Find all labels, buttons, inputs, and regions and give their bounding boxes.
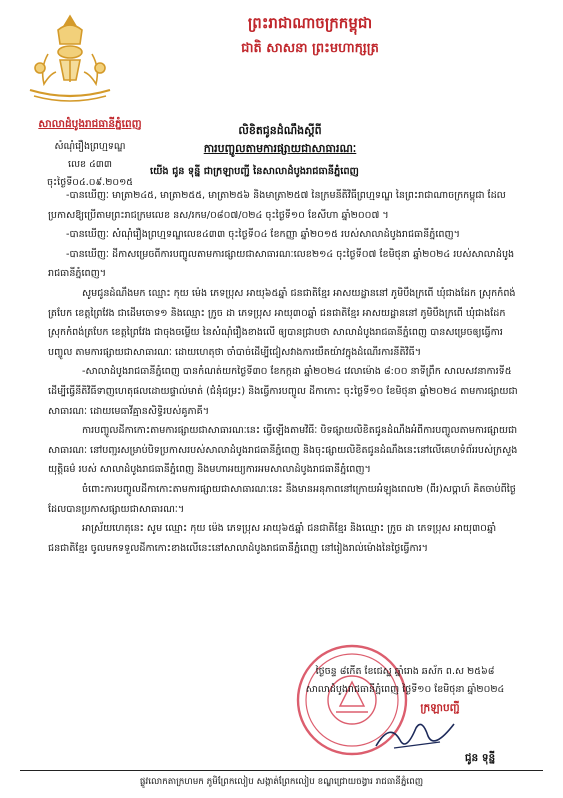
solar-date: សាលាដំបូងរាជធានីភ្នំពេញ ថ្ងៃទី១០ ខែមិថុនា ឆ្នាំ២០២៤ bbox=[305, 684, 505, 695]
hearing-paragraph: -សាលាដំបូងរាជធានីភ្នំពេញ បានកំណត់យកថ្ងៃទី៣០ ខែកក្កដា ឆ្នាំ២០២៤ វេលាម៉ោង ៨:០០ នាទីព្រឹក សាលសវនាការទី៥ ដើម្បីធ្វើនីតិវិធីទាញហេតុផលដោយផ្ទាល់មាត់ (ជំនុំជម្រះ) និងធ្វើការបញ្ចូល ដីកាកោះ ចុះថ្ងៃទី១០ ខែមិថុនា ឆ្នាំ២០២៤ តាមការផ្សាយជាសាធារណៈ ដោយមេធាវីគ្មានសិទ្ធិរបស់គូភាគី។ bbox=[48, 366, 518, 417]
case-date: ចុះថ្ងៃទី០៤.០៩.២០១៥ bbox=[46, 177, 134, 188]
footer-divider bbox=[20, 770, 543, 771]
case-type: សំណុំរឿងព្រហ្មទណ្ឌ bbox=[54, 141, 126, 152]
lunar-date: ថ្ងៃចន្ទ ៨កើត ខែជេស្ឋ ឆ្នាំរោង ឆស័ក ព.ស ២៥៦៨ bbox=[315, 666, 495, 677]
reference-paragraph-3: -បានឃើញៈ ដីកាសម្រេចពីការបញ្ចូលតាមការផ្សាយជាសាធារណៈលេខ២១៤ ចុះថ្ងៃទី០៧ ខែមិថុនា ឆ្នាំ២០២៤ របស់សាលាដំបូងរាជធានីភ្នំពេញ។ bbox=[48, 248, 515, 280]
royal-arms-emblem bbox=[18, 10, 122, 106]
signer-role: ក្រឡាបញ្ជី bbox=[420, 702, 460, 714]
issuer-line: យើង ជូន ទុន្នី ជាក្រឡាបញ្ជី នៃសាលាដំបូងរាជធានីភ្នំពេញ bbox=[150, 166, 359, 177]
document-body bbox=[48, 186, 524, 558]
national-motto: ជាតិ សាសនា ព្រះមហាក្សត្រ bbox=[241, 41, 379, 56]
conclusion-paragraph: អាស្រ័យហេតុនេះ សូម ឈ្មោះ កុយ ម៉េង ភេទប្រុស អាយុ៦៥ឆ្នាំ ជនជាតិខ្មែរ និងឈ្មោះ ក្រូច ដា ភេទប្រុស អាយុ៣០ឆ្នាំ ជនជាតិខ្មែរ ចូលមកទទួលដីកាកោះខាងលើនេះនៅសាលាដំបូងរាជធានីភ្នំពេញ នៅរៀងរាល់ម៉ោងនៃថ្ងៃធ្វើការ។ bbox=[48, 523, 497, 554]
footer-address: ផ្លូវលោកតាក្រហមក ភូមិព្រែកលៀប សង្កាត់ព្រែកលៀប ខណ្ឌជ្រោយចង្វារ រាជធានីភ្នំពេញ bbox=[139, 777, 424, 787]
effect-paragraph: ចំពោះការបញ្ចូលដីកាកោះតាមការផ្សាយជាសាធារណៈនេះ នឹងមានអនុភាពនៅក្រោយអំឡុងពេល២ (ពីរ)សប្តាហ៍ គិតចាប់ពីថ្ងៃដែលបានប្រកាសផ្សាយជាសាធារណៈ។ bbox=[48, 483, 516, 515]
document-subtitle: ការបញ្ចូលតាមការផ្សាយជាសាធារណៈ bbox=[203, 142, 357, 155]
kingdom-title: ព្រះរាជាណាចក្រកម្ពុជា bbox=[247, 14, 373, 32]
case-number: លេខ ៤៣៣ bbox=[67, 159, 113, 170]
signer-name: ជូន ទុន្នី bbox=[464, 752, 496, 764]
reference-paragraph-1: -បានឃើញៈ មាត្រា២៤៥, មាត្រា២៥៥, មាត្រា២៥៦ និងមាត្រា២៥៧ នៃក្រមនីតិវិធីព្រហ្មទណ្ឌ នៃព្រះរាជាណាចក្រកម្ពុជា ដែលប្រកាសឱ្យប្រើតាមព្រះរាជក្រមលេខ នស/រកម/០៨០៧/០២៤ ចុះថ្ងៃទី១០ ខែសីហា ឆ្នាំ២០០៧ ។ bbox=[48, 190, 506, 221]
court-name: សាលាដំបូងរាជធានីភ្នំពេញ bbox=[38, 118, 142, 130]
document-title: លិខិតជូនដំណឹងស្ដីពី bbox=[238, 124, 322, 137]
method-paragraph: ការបញ្ចូលដីកាកោះតាមការផ្សាយជាសាធារណៈនេះ ធ្វើឡើងតាមវិធីៈ បិទផ្សាយលិខិតជូនដំណឹងអំពីការបញ្ចូលតាមការផ្សាយជាសាធារណៈ នៅបញ្ជរសម្រាប់បិទប្រកាសរបស់សាលាដំបូងរាជធានីភ្នំពេញ និងចុះផ្សាយលិខិតជូនដំណឹងនេះនៅលើគេហទំព័ររបស់ក្រសួងយុត្តិធម៌ របស់ សាលាដំបូងរាជធានីភ្នំពេញ និងមហាអយ្យការអមសាលាដំបូងរាជធានីភ្នំពេញ។ bbox=[48, 425, 518, 476]
notice-paragraph: សូមជូនដំណឹងមក ឈ្មោះ កុយ ម៉េង ភេទប្រុស អាយុ៦៥ឆ្នាំ ជនជាតិខ្មែរ អាសយដ្ឋាននៅ ភូមិបឹងក្រពើ ឃុំជាងដែក ស្រុកកំពង់ត្របែក ខេត្តព្រៃវែង ជាដើមចោទ១ និងឈ្មោះ ក្រូច ដា ភេទប្រុស អាយុ៣០ឆ្នាំ ជនជាតិខ្មែរ អាសយដ្ឋាននៅ ភូមិបឹងក្រពើ ឃុំជាងដែក ស្រុកកំពង់ត្របែក ខេត្តព្រៃវែង ជាចុងចម្លើយ នៃសំណុំរឿងខាងលើ ឲ្យបានជ្រាបថា សាលាដំបូងរាជធានីភ្នំពេញ បានសម្រេចឲ្យធ្វើការបញ្ចូល តាមការផ្សាយជាសាធារណៈ ដោយហេតុថា ចាំបាច់ដើម្បីជៀសវាងការយឺតយ៉ាវក្នុងដំណើរការនីតិវិធី។ bbox=[48, 287, 516, 358]
handwritten-signature bbox=[370, 712, 460, 756]
reference-paragraph-2: -បានឃើញៈ សំណុំរឿងព្រហ្មទណ្ឌលេខ៤៣៣ ចុះថ្ងៃទី០៤ ខែកញ្ញា ឆ្នាំ២០១៥ របស់សាលាដំបូងរាជធានីភ្នំពេញ។ bbox=[66, 229, 460, 241]
